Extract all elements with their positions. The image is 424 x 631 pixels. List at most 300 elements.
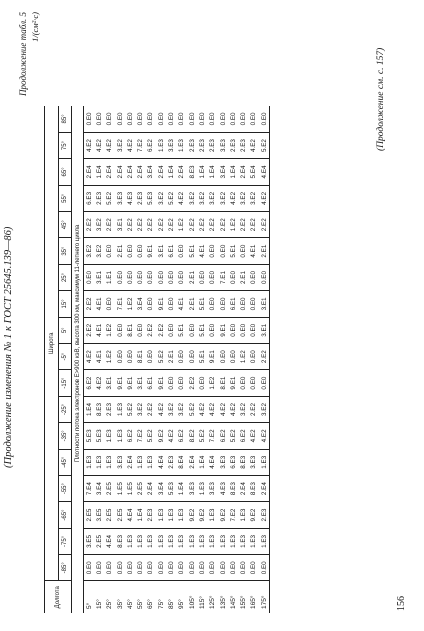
flux-value-cell: 0.E0 <box>197 555 207 581</box>
flux-value-cell: 4.E1 <box>94 317 104 343</box>
flux-value-cell: 4.E2 <box>94 370 104 396</box>
flux-value-cell: 0.E0 <box>249 555 259 581</box>
flux-value-cell: 2.E2 <box>208 212 218 238</box>
flux-value-cell: 1.E4 <box>94 159 104 185</box>
flux-value-cell: 0.E0 <box>177 238 187 264</box>
flux-value-cell: 0.E0 <box>115 343 125 369</box>
latitude-header-cell: -55° <box>59 475 72 501</box>
flux-value-cell: 9.E1 <box>228 370 238 396</box>
flux-value-cell: 0.E0 <box>166 264 176 290</box>
flux-value-cell: 3.E2 <box>166 396 176 422</box>
flux-value-cell: 2.E4 <box>156 159 166 185</box>
flux-value-cell: 3.E4 <box>218 159 228 185</box>
flux-value-cell: 2.E4 <box>115 159 125 185</box>
flux-value-cell: 1.E4 <box>208 159 218 185</box>
flux-value-cell: 8.E1 <box>125 317 135 343</box>
flux-value-cell: 1.E2 <box>105 317 115 343</box>
flux-value-cell: 3.E3 <box>218 449 228 475</box>
table-row <box>259 106 270 613</box>
flux-value-cell: 4.E2 <box>218 396 228 422</box>
flux-value-cell: 6.E2 <box>84 370 95 396</box>
flux-value-cell: 2.E3 <box>197 132 207 158</box>
table-row <box>249 106 259 613</box>
flux-value-cell: 0.E0 <box>84 555 95 581</box>
flux-value-cell: 6.E2 <box>218 423 228 449</box>
flux-value-cell: 4.E2 <box>208 396 218 422</box>
flux-value-cell: 3.E2 <box>187 185 197 211</box>
flux-value-cell: 0.E0 <box>249 106 259 132</box>
flux-value-cell: 0.E0 <box>166 317 176 343</box>
flux-value-cell: 3.E3 <box>218 132 228 158</box>
latitude-header-cell: -45° <box>59 449 72 475</box>
flux-value-cell: 0.E0 <box>177 370 187 396</box>
flux-value-cell: 4.E4 <box>125 502 135 528</box>
flux-value-cell: 8.E3 <box>228 475 238 501</box>
flux-value-cell: 0.E0 <box>156 106 166 132</box>
flux-value-cell: 1.E2 <box>208 370 218 396</box>
flux-value-cell: 2.E4 <box>177 159 187 185</box>
flux-value-cell: 0.E0 <box>249 291 259 317</box>
longitude-cell: 135° <box>219 595 227 609</box>
table-group-header-row <box>45 106 59 613</box>
flux-value-cell: 3.E3 <box>208 475 218 501</box>
flux-value-cell: 2.E3 <box>94 185 104 211</box>
flux-value-cell: 3.E3 <box>166 132 176 158</box>
flux-value-cell: 0.E0 <box>166 291 176 317</box>
latitude-header-cell: -15° <box>59 370 72 396</box>
flux-value-cell: 0.E0 <box>197 370 207 396</box>
flux-value-cell: 2.E2 <box>259 212 270 238</box>
flux-value-cell: 3.E5 <box>84 528 95 554</box>
flux-value-cell: 3.E2 <box>238 396 248 422</box>
flux-value-cell: 1.E4 <box>228 159 238 185</box>
flux-value-cell: 1.E3 <box>197 528 207 554</box>
flux-value-cell: 5.E2 <box>228 423 238 449</box>
flux-value-cell: 1.E3 <box>249 528 259 554</box>
flux-value-cell: 2.E4 <box>187 449 197 475</box>
flux-value-cell: 0.E0 <box>228 106 238 132</box>
flux-value-cell: 0.E0 <box>208 317 218 343</box>
longitude-cell: 155° <box>240 595 248 609</box>
flux-value-cell: 4.E2 <box>249 423 259 449</box>
longitude-cell: 65° <box>147 599 155 609</box>
flux-value-cell: 5.E1 <box>187 238 197 264</box>
flux-value-cell: 5.E3 <box>84 423 95 449</box>
flux-value-cell: 0.E0 <box>249 370 259 396</box>
longitude-cell: 95° <box>178 599 186 609</box>
flux-value-cell: 2.E4 <box>84 159 95 185</box>
flux-value-cell: 5.E4 <box>249 159 259 185</box>
flux-value-cell: 0.E0 <box>166 555 176 581</box>
flux-value-cell: 0.E0 <box>177 264 187 290</box>
longitude-cell: 115° <box>198 596 206 609</box>
flux-value-cell: 5.E1 <box>197 291 207 317</box>
flux-value-cell: 2.E1 <box>259 238 270 264</box>
flux-value-cell: 3.E2 <box>238 185 248 211</box>
flux-value-cell: 0.E0 <box>218 291 228 317</box>
flux-value-cell: 7.E4 <box>84 475 95 501</box>
flux-value-cell: 0.E0 <box>259 370 270 396</box>
flux-value-cell: 0.E0 <box>125 264 135 290</box>
flux-value-cell: 5.E2 <box>125 396 135 422</box>
flux-value-cell: 0.E0 <box>166 106 176 132</box>
table-row <box>84 106 95 613</box>
flux-value-cell: 0.E0 <box>146 555 156 581</box>
flux-value-cell: 0.E0 <box>259 264 270 290</box>
flux-value-cell: 0.E0 <box>177 343 187 369</box>
flux-value-cell: 1.E3 <box>259 528 270 554</box>
table-caption: Плотности потока электронов E>900 кэВ, высота 300 км, максимум 11-летнего цикла <box>72 106 84 581</box>
flux-value-cell: 1.E3 <box>115 423 125 449</box>
latitude-header-cell: 55° <box>59 185 72 211</box>
flux-value-cell: 3.E2 <box>135 396 145 422</box>
flux-value-cell: 3.E4 <box>156 475 166 501</box>
flux-value-cell: 2.E1 <box>238 264 248 290</box>
flux-value-cell: 3.E1 <box>135 370 145 396</box>
flux-value-cell: 2.E3 <box>105 396 115 422</box>
flux-value-cell: 0.E0 <box>115 106 125 132</box>
flux-value-cell: 0.E0 <box>146 343 156 369</box>
flux-value-cell: 0.E0 <box>228 343 238 369</box>
flux-value-cell: 0.E0 <box>228 317 238 343</box>
flux-value-cell: 0.E0 <box>105 555 115 581</box>
flux-value-cell: 1.E3 <box>177 502 187 528</box>
flux-value-cell: 0.E0 <box>105 291 115 317</box>
flux-value-cell: 4.E2 <box>166 423 176 449</box>
flux-value-cell: 2.E2 <box>84 212 95 238</box>
flux-value-cell: 2.E3 <box>166 449 176 475</box>
flux-value-cell: 0.E0 <box>146 264 156 290</box>
flux-value-cell: 7.E2 <box>228 502 238 528</box>
flux-value-cell: 4.E2 <box>84 343 95 369</box>
flux-value-cell: 0.E0 <box>208 106 218 132</box>
flux-value-cell: 1.E2 <box>125 291 135 317</box>
flux-value-cell: 0.E0 <box>218 238 228 264</box>
flux-value-cell: 0.E0 <box>135 238 145 264</box>
flux-value-cell: 2.E2 <box>249 212 259 238</box>
flux-value-cell: 2.E2 <box>259 343 270 369</box>
flux-value-cell: 2.E5 <box>84 502 95 528</box>
table-row <box>228 106 238 613</box>
flux-value-cell: 1.E3 <box>84 449 95 475</box>
flux-value-cell: 0.E0 <box>84 264 95 290</box>
flux-value-cell: 0.E0 <box>259 106 270 132</box>
flux-value-cell: 2.E2 <box>105 212 115 238</box>
flux-value-cell: 3.E4 <box>135 291 145 317</box>
flux-value-cell: 2.E2 <box>146 212 156 238</box>
longitude-cell: 5° <box>85 602 93 609</box>
longitude-cell: 125° <box>209 595 217 609</box>
flux-value-cell: 4.E1 <box>94 291 104 317</box>
flux-value-cell: 4.E4 <box>156 449 166 475</box>
flux-value-cell: 5.E1 <box>197 343 207 369</box>
flux-value-cell: 6.E1 <box>228 291 238 317</box>
flux-value-cell: 2.E1 <box>187 291 197 317</box>
flux-value-cell: 0.E0 <box>238 238 248 264</box>
flux-value-cell: 2.E3 <box>187 132 197 158</box>
flux-value-cell: 9.E2 <box>218 502 228 528</box>
flux-value-cell: 0.E0 <box>125 238 135 264</box>
flux-value-cell: 4.E1 <box>249 238 259 264</box>
flux-value-cell: 1.E3 <box>105 449 115 475</box>
flux-value-cell: 2.E2 <box>156 212 166 238</box>
flux-value-cell: 0.E0 <box>238 291 248 317</box>
flux-value-cell: 2.E5 <box>105 502 115 528</box>
flux-value-cell: 1.E3 <box>156 132 166 158</box>
flux-value-cell: 0.E0 <box>177 555 187 581</box>
flux-value-cell: 4.E2 <box>259 185 270 211</box>
flux-value-cell: 4.E3 <box>218 475 228 501</box>
flux-value-cell: 2.E4 <box>259 475 270 501</box>
flux-value-cell: 4.E3 <box>125 185 135 211</box>
flux-value-cell: 1.E3 <box>177 132 187 158</box>
latitude-header-row <box>59 106 72 613</box>
flux-value-cell: 3.E3 <box>187 475 197 501</box>
flux-value-cell: 6.E1 <box>166 238 176 264</box>
flux-value-cell: 2.E1 <box>166 343 176 369</box>
flux-value-cell: 2.E5 <box>105 475 115 501</box>
flux-value-cell: 3.E2 <box>177 396 187 422</box>
table-row <box>115 106 125 613</box>
flux-value-cell: 1.E5 <box>115 475 125 501</box>
flux-value-cell: 8.E4 <box>177 449 187 475</box>
flux-value-cell: 2.E3 <box>208 132 218 158</box>
flux-value-cell: 1.E3 <box>228 528 238 554</box>
latitude-header-cell: 15° <box>59 291 72 317</box>
flux-value-cell: 1.E3 <box>135 528 145 554</box>
flux-value-cell: 5.E3 <box>146 185 156 211</box>
flux-value-cell: 3.E1 <box>94 264 104 290</box>
flux-value-cell: 5.E3 <box>94 423 104 449</box>
longitude-cell: 165° <box>250 595 258 609</box>
flux-value-cell: 1.E3 <box>166 502 176 528</box>
flux-value-cell: 3.E2 <box>197 185 207 211</box>
flux-value-cell: 4.E2 <box>177 185 187 211</box>
flux-value-cell: 1.E4 <box>84 396 95 422</box>
flux-value-cell: 2.E2 <box>218 212 228 238</box>
flux-value-cell: 1.E4 <box>135 502 145 528</box>
flux-value-cell: 5.E2 <box>156 343 166 369</box>
latitude-header-cell: 5° <box>59 317 72 343</box>
flux-value-cell: 3.E2 <box>115 132 125 158</box>
flux-value-cell: 5.E2 <box>259 132 270 158</box>
flux-value-cell: 0.E0 <box>218 106 228 132</box>
flux-value-cell: 9.E1 <box>208 343 218 369</box>
flux-value-cell: 0.E0 <box>125 555 135 581</box>
flux-value-cell: 1.E3 <box>197 475 207 501</box>
flux-value-cell: 3.E2 <box>249 185 259 211</box>
longitude-cell: 85° <box>168 599 176 609</box>
longitude-cell: 25° <box>106 599 114 609</box>
flux-value-cell: 4.E2 <box>249 132 259 158</box>
flux-value-cell: 1.E3 <box>135 449 145 475</box>
flux-value-cell: 3.E3 <box>115 449 125 475</box>
flux-value-cell: 5.E2 <box>197 423 207 449</box>
flux-value-cell: 1.E3 <box>125 528 135 554</box>
flux-value-cell: 0.E0 <box>156 555 166 581</box>
flux-value-cell: 4.E2 <box>259 423 270 449</box>
flux-value-cell: 1.E3 <box>146 449 156 475</box>
flux-value-cell: 6.E2 <box>125 423 135 449</box>
flux-value-cell: 0.E0 <box>156 264 166 290</box>
flux-value-cell: 0.E0 <box>208 238 218 264</box>
longitude-cell: 145° <box>229 595 237 609</box>
flux-value-cell: 5.E1 <box>228 238 238 264</box>
flux-value-cell: 2.E3 <box>228 132 238 158</box>
latitude-header-cell: -25° <box>59 396 72 422</box>
latitude-group-header: Широта <box>45 106 59 581</box>
flux-value-cell: 6.E2 <box>177 423 187 449</box>
flux-value-cell: 4.E1 <box>177 291 187 317</box>
flux-value-cell: 3.E2 <box>94 212 104 238</box>
flux-value-cell: 1.E3 <box>259 449 270 475</box>
longitude-cell: 45° <box>126 599 134 609</box>
flux-value-cell: 2.E2 <box>135 212 145 238</box>
flux-value-cell: 9.E2 <box>197 502 207 528</box>
flux-value-cell: 7.E2 <box>208 423 218 449</box>
flux-value-cell: 2.E3 <box>259 502 270 528</box>
flux-value-cell: 2.E2 <box>146 396 156 422</box>
longitude-column-header: Долгота <box>45 581 72 613</box>
flux-value-cell: 2.E4 <box>125 159 135 185</box>
flux-value-cell: 7.E1 <box>218 264 228 290</box>
flux-value-cell: 0.E0 <box>135 317 145 343</box>
flux-value-cell: 9.E2 <box>249 502 259 528</box>
flux-value-cell: 2.E2 <box>125 212 135 238</box>
flux-value-cell: 3.E1 <box>105 370 115 396</box>
flux-value-cell: 0.E0 <box>238 317 248 343</box>
flux-value-cell: 9.E1 <box>146 238 156 264</box>
flux-value-cell: 2.E2 <box>249 396 259 422</box>
flux-value-cell: 2.E2 <box>156 317 166 343</box>
flux-value-cell: 9.E2 <box>187 502 197 528</box>
table-row <box>135 106 145 613</box>
table-row <box>238 106 248 613</box>
flux-value-cell: 3.E1 <box>115 212 125 238</box>
flux-value-cell: 2.E2 <box>187 370 197 396</box>
flux-value-cell: 0.E0 <box>84 106 95 132</box>
flux-value-cell: 1.E3 <box>94 449 104 475</box>
flux-value-cell: 0.E0 <box>208 555 218 581</box>
flux-value-cell: 1.E3 <box>166 528 176 554</box>
flux-value-cell: 3.E2 <box>84 238 95 264</box>
flux-value-cell: 0.E0 <box>135 264 145 290</box>
flux-value-cell: 1.E3 <box>187 528 197 554</box>
longitude-cell: 35° <box>116 599 124 609</box>
table-continuation-label: Продолжение табл. 5 <box>18 12 28 96</box>
flux-value-cell: 2.E3 <box>146 502 156 528</box>
table-caption-row <box>72 106 84 613</box>
flux-value-cell: 4.E2 <box>197 396 207 422</box>
flux-value-cell: 4.E2 <box>228 185 238 211</box>
page-number: 156 <box>396 596 407 611</box>
flux-value-cell: 0.E0 <box>238 106 248 132</box>
flux-value-cell: 0.E0 <box>187 343 197 369</box>
flux-value-cell: 1.E3 <box>146 528 156 554</box>
continuation-note: (Продолжение см. с. 157) <box>376 47 386 151</box>
flux-value-cell: 3.E1 <box>156 238 166 264</box>
flux-value-cell: 0.E0 <box>146 106 156 132</box>
flux-value-cell: 6.E3 <box>84 185 95 211</box>
flux-value-cell: 4.E4 <box>105 528 115 554</box>
flux-value-cell: 5.E2 <box>166 185 176 211</box>
flux-value-cell: 4.E4 <box>259 159 270 185</box>
flux-value-cell: 2.E4 <box>146 475 156 501</box>
flux-value-cell: 2.E5 <box>135 475 145 501</box>
flux-value-cell: 8.E3 <box>94 396 104 422</box>
flux-value-cell: 9.E1 <box>156 291 166 317</box>
table-row <box>125 106 135 613</box>
latitude-header-cell: -75° <box>59 528 72 554</box>
longitude-cell: 105° <box>188 595 196 609</box>
flux-value-cell: 7.E2 <box>135 423 145 449</box>
flux-value-cell: 0.E0 <box>249 317 259 343</box>
flux-value-cell: 1.E3 <box>105 423 115 449</box>
flux-value-cell: 0.E0 <box>187 106 197 132</box>
flux-value-cell: 2.E1 <box>187 264 197 290</box>
flux-value-cell: 1.E3 <box>238 502 248 528</box>
table-row <box>166 106 176 613</box>
latitude-header-cell: -85° <box>59 555 72 581</box>
flux-value-cell: 0.E0 <box>94 555 104 581</box>
flux-value-cell: 0.E0 <box>115 317 125 343</box>
flux-value-cell: 5.E1 <box>177 317 187 343</box>
flux-value-cell: 6.E2 <box>238 423 248 449</box>
table-row <box>105 106 115 613</box>
flux-value-cell: 0.E0 <box>197 106 207 132</box>
flux-value-cell: 2.E1 <box>115 238 125 264</box>
flux-value-cell: 1.E3 <box>156 528 166 554</box>
flux-value-cell: 3.E2 <box>94 238 104 264</box>
flux-value-cell: 7.E1 <box>115 291 125 317</box>
flux-value-cell: 0.E0 <box>218 343 228 369</box>
flux-value-cell: 0.E0 <box>208 291 218 317</box>
longitude-cell: 75° <box>157 599 165 609</box>
flux-value-cell: 7.E2 <box>135 132 145 158</box>
flux-value-cell: 0.E0 <box>238 370 248 396</box>
longitude-cell: 175° <box>260 595 268 609</box>
flux-value-cell: 1.E2 <box>228 212 238 238</box>
flux-value-cell: 4.E1 <box>94 343 104 369</box>
flux-value-cell: 0.E0 <box>146 291 156 317</box>
flux-value-cell: 3.E3 <box>115 185 125 211</box>
flux-value-cell: 2.E2 <box>84 317 95 343</box>
flux-value-cell: 0.E0 <box>135 106 145 132</box>
flux-value-cell: 8.E3 <box>187 159 197 185</box>
flux-value-cell: 0.E0 <box>135 555 145 581</box>
flux-value-cell: 0.E0 <box>208 264 218 290</box>
flux-value-cell: 1.E2 <box>105 343 115 369</box>
flux-value-cell: 2.E4 <box>125 449 135 475</box>
flux-value-cell: 4.E2 <box>228 396 238 422</box>
flux-value-cell: 1.E3 <box>177 528 187 554</box>
flux-value-cell: 9.E2 <box>156 423 166 449</box>
flux-value-cell: 1.E4 <box>197 449 207 475</box>
flux-value-cell: 3.E2 <box>156 185 166 211</box>
flux-value-cell: 2.E2 <box>166 212 176 238</box>
flux-value-cell: 3.E1 <box>259 317 270 343</box>
flux-value-cell: 1.E3 <box>115 396 125 422</box>
flux-value-cell: 2.E5 <box>94 528 104 554</box>
table-body <box>84 106 270 613</box>
flux-value-cell: 0.E0 <box>125 106 135 132</box>
flux-value-cell: 0.E0 <box>115 264 125 290</box>
flux-value-cell: 3.E2 <box>208 185 218 211</box>
flux-value-cell: 2.E4 <box>105 159 115 185</box>
flux-value-cell: 0.E0 <box>94 106 104 132</box>
flux-value-cell: 8.E3 <box>115 528 125 554</box>
table-row <box>197 106 207 613</box>
